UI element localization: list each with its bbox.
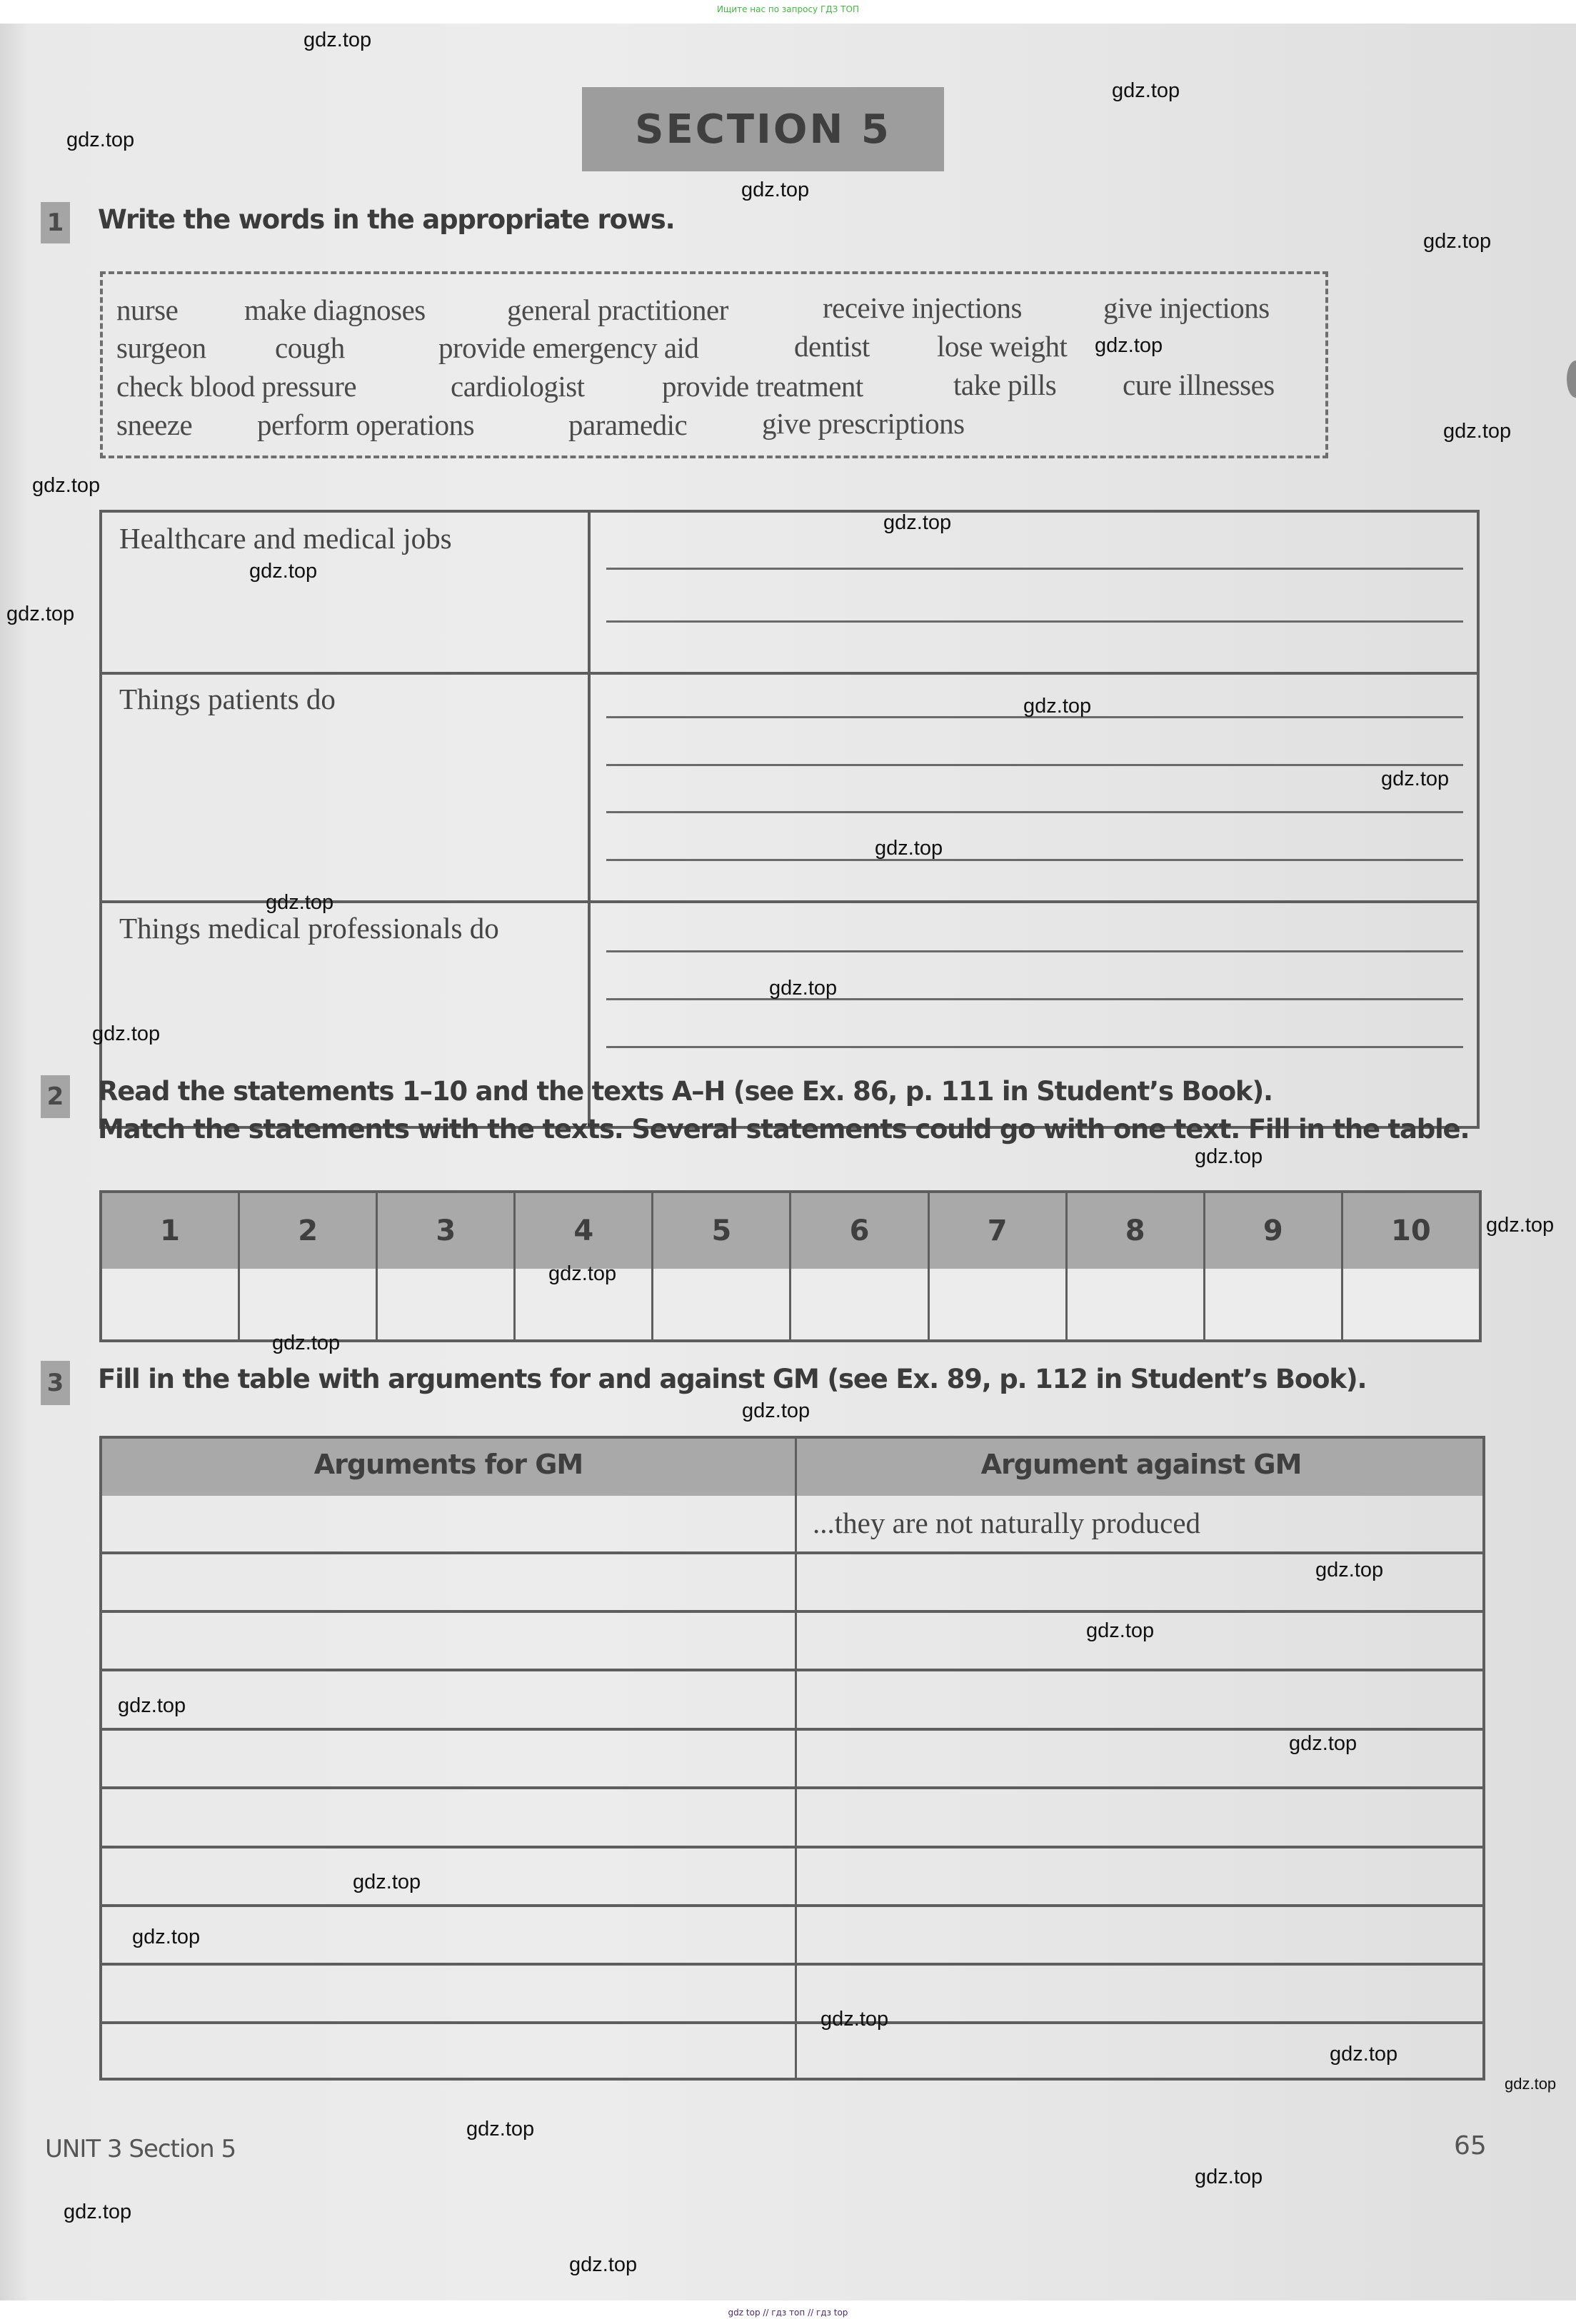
watermark: gdz.top [1486,1214,1555,1237]
answer-cell[interactable] [791,1269,927,1339]
word-item: receive injections [823,291,1023,324]
footer-unit-label: UNIT 3 Section 5 [45,2135,236,2163]
row-label-jobs: Healthcare and medical jobs [119,522,452,555]
word-item: nurse [116,293,179,326]
row-divider [102,1728,1482,1731]
answer-cell[interactable] [653,1269,789,1339]
answer-line-patients[interactable] [606,764,1463,766]
watermark: gdz.top [1195,1145,1263,1168]
watermark: gdz.top [569,2253,638,2276]
exercise-1-number: 1 [41,202,70,243]
statement-header: 8 [1068,1193,1203,1269]
header-arguments-against: Argument against GM [980,1449,1302,1480]
row-divider [102,1846,1482,1848]
watermark: gdz.top [1095,334,1163,357]
answer-cell[interactable] [378,1269,513,1339]
statement-header: 6 [791,1193,927,1269]
answer-line-patients[interactable] [606,859,1463,861]
word-item: dentist [794,330,870,363]
watermark: gdz.top [769,977,838,1000]
promo-text[interactable]: Ищите нас по запросу ГДЗ ТОП [717,4,859,14]
exercise-3-title: Fill in the table with arguments for and against GM (see Ex. 89, p. 112 in Student’s Book). [98,1364,1367,1394]
exercise-3-table [99,1436,1485,2081]
row-divider [102,1610,1482,1613]
answer-line-professionals[interactable] [606,1046,1463,1048]
row-label-patients: Things patients do [119,683,336,715]
word-item: check blood pressure [116,370,357,403]
column-divider [588,513,591,1126]
argument-against-cell: ...they are not naturally produced [813,1506,1201,1539]
word-item: provide emergency aid [438,331,699,364]
word-item: sneeze [116,408,193,441]
watermark: gdz.top [32,474,101,497]
answer-cell[interactable] [240,1269,376,1339]
word-item: provide treatment [662,370,863,403]
word-item: take pills [953,368,1057,401]
watermark: gdz.top [820,2008,889,2031]
column-divider [795,1439,797,2078]
watermark: gdz.top [742,1399,810,1422]
statement-header: 4 [516,1193,651,1269]
word-item: paramedic [568,408,688,441]
statement-header: 9 [1205,1193,1341,1269]
exercise-3-number: 3 [41,1361,70,1405]
row-divider [102,1904,1482,1907]
watermark: gdz.top [66,129,135,151]
watermark: gdz.top [466,2118,535,2141]
watermark: gdz.top [303,29,372,51]
watermark: gdz.top [118,1694,186,1717]
watermark: gdz.top [6,603,75,625]
word-item: perform operations [257,408,475,441]
section-title: SECTION 5 [582,87,944,171]
statement-header: 2 [240,1193,376,1269]
word-item: cure illnesses [1123,368,1275,401]
top-promo-strip [0,0,1576,24]
watermark: gdz.top [1423,230,1492,253]
watermark: gdz.top [1443,420,1512,443]
watermark: gdz.top [249,560,318,583]
watermark: gdz.top [1112,79,1180,102]
word-item: give prescriptions [762,407,965,440]
watermark: gdz.top [132,1926,201,1948]
row-divider [102,1669,1482,1671]
word-item: general practitioner [507,293,728,326]
answer-line-jobs[interactable] [606,568,1463,570]
exercise-2-table [99,1190,1482,1342]
watermark: gdz.top [272,1332,341,1354]
header-arguments-for: Arguments for GM [313,1449,583,1480]
watermark: gdz.top [1023,695,1092,718]
word-item: make diagnoses [244,293,426,326]
watermark: gdz.top [741,178,810,201]
watermark: gdz.top [64,2200,132,2223]
statement-header: 5 [653,1193,789,1269]
exercise-1-table [99,510,1480,1129]
watermark: gdz.top [1289,1732,1357,1755]
exercise-2-number: 2 [41,1075,70,1118]
word-item: lose weight [937,330,1068,363]
bottom-links[interactable]: gdz top // гдз топ // гдз top [728,2308,848,2318]
row-label-professionals: Things medical professionals do [119,912,499,945]
row-divider [102,1963,1482,1966]
watermark: gdz.top [1315,1559,1384,1581]
answer-cell[interactable] [102,1269,238,1339]
answer-cell[interactable] [1343,1269,1479,1339]
watermark: gdz.top [1086,1619,1155,1642]
answer-line-jobs[interactable] [606,620,1463,623]
answer-line-patients[interactable] [606,811,1463,813]
answer-line-professionals[interactable] [606,950,1463,952]
word-item: cough [275,331,345,364]
watermark: gdz.top [92,1022,161,1045]
row-divider [102,2021,1482,2024]
statement-header: 10 [1343,1193,1479,1269]
answer-cell[interactable] [1068,1269,1203,1339]
word-item: cardiologist [451,370,585,403]
watermark: gdz.top [1330,2043,1398,2066]
exercise-2-title-line1: Read the statements 1–10 and the texts A–H (see Ex. 86, p. 111 in Student’s Book). [98,1076,1273,1107]
statement-header: 7 [930,1193,1065,1269]
bottom-links-strip [0,2300,1576,2324]
row-divider [102,1551,1482,1554]
answer-line-professionals[interactable] [606,998,1463,1000]
page-number: 65 [1454,2131,1487,2160]
row-divider [102,672,1477,675]
watermark: gdz.top [353,1871,421,1893]
watermark: gdz.top [548,1262,617,1285]
watermark: gdz.top [1195,2165,1263,2188]
answer-cell[interactable] [930,1269,1065,1339]
watermark: gdz.top [1505,2075,1557,2093]
watermark: gdz.top [883,511,952,534]
row-divider [102,1786,1482,1789]
watermark: gdz.top [266,891,334,914]
watermark: gdz.top [1381,768,1450,790]
word-item: surgeon [116,331,206,364]
answer-cell[interactable] [1205,1269,1341,1339]
statement-header: 1 [102,1193,238,1269]
statement-header: 3 [378,1193,513,1269]
exercise-2-title-line2: Match the statements with the texts. Several statements could go with one text. Fill in the table. [98,1114,1470,1145]
word-item: give injections [1103,291,1270,324]
exercise-1-title: Write the words in the appropriate rows. [98,204,675,235]
watermark: gdz.top [875,837,943,860]
